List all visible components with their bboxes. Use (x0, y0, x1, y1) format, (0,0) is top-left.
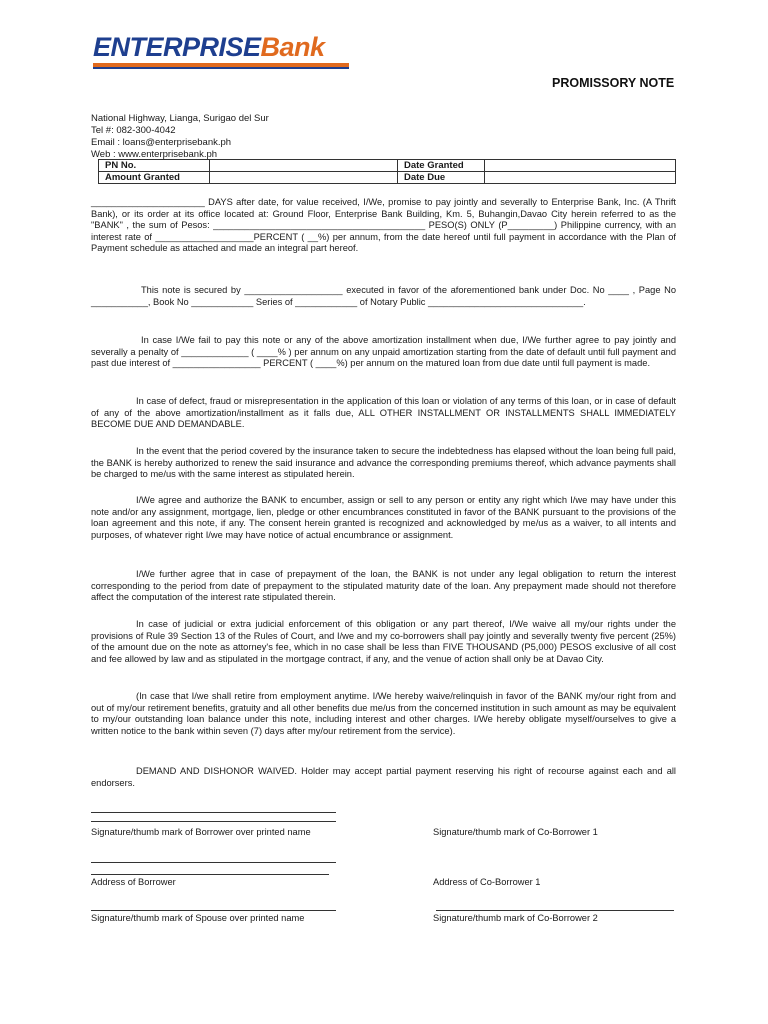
table-row (99, 172, 676, 184)
borrower-address-line-2[interactable] (91, 874, 329, 875)
paragraph-enforcement: In case of judicial or extra judicial enforcement of this obligation or any part thereof, I/We waive all my/our rights under the provisions of Rule 39 Section 13 of the Rules of Court, and I/we and my co-borrowers shall pay jointly and severally twenty five percent (25%) of the amount due on the note as attorney's fee, which in no case shall be less than FIVE THOUSAND (P5,000) PESOS exclusive of all cost and fee allowed by law and as stipulated in the mortgage contract, if any, and the venue of action shall only be at Davao City. (91, 619, 676, 664)
date-due-value[interactable] (485, 172, 676, 184)
co-borrower-2-signature-line[interactable] (436, 910, 674, 911)
document-title: PROMISSORY NOTE (552, 76, 675, 90)
paragraph-retirement: (In case that I/we shall retire from employment anytime. I/We hereby waive/relinquish in favor of the BANK my/our right from and out of my/our retirement benefits, gratuity and all other benefits due me/us from the concerned institution in such amount as may be equivalent to my/our outstanding loan balance under this note, including interest and other charges. I/We hereby obligate myself/ourselves to give a written notice to the bank within seven (7) days after my/our retirement from the service). (91, 691, 676, 736)
logo-underline-blue (93, 67, 349, 69)
borrower-signature-line[interactable] (91, 812, 336, 813)
date-due-label: Date Due (398, 172, 485, 184)
address-of-borrower-label: Address of Borrower (91, 877, 176, 887)
borrower-name-line[interactable] (91, 821, 336, 822)
paragraph-demand-dishonor: DEMAND AND DISHONOR WAIVED. Holder may accept partial payment reserving his right of recourse against each and all endorsers. (91, 766, 676, 788)
amount-granted-value[interactable] (210, 172, 398, 184)
paragraph-insurance: In the event that the period covered by the insurance taken to secure the indebtedness has elapsed without the loan being full paid, the BANK is hereby authorized to renew the said insurance and advance the corresponding premiums thereof, which advance payments shall be charged to me/us with the same interest as stipulated herein. (91, 446, 676, 480)
date-granted-label: Date Granted (398, 160, 485, 172)
co-borrower-2-signature-label: Signature/thumb mark of Co-Borrower 2 (433, 913, 598, 923)
table-row (99, 160, 676, 172)
co-borrower-1-signature-label: Signature/thumb mark of Co-Borrower 1 (433, 827, 598, 837)
amount-granted-label: Amount Granted (99, 172, 210, 184)
address-line: National Highway, Lianga, Surigao del Sur (91, 113, 269, 124)
paragraph-penalty: In case I/We fail to pay this note or any of the above amortization installment when due, I/We further agree to pay jointly and severally a penalty of _____________ ( ____% ) per annum on any unpaid amortization starting from the date of default until full payment and past due interest of _________________ PERCENT ( ____%) per annum on the matured loan from due date until full payment is made. (91, 335, 676, 369)
paragraph-prepayment: I/We further agree that in case of prepayment of the loan, the BANK is not under any legal obligation to return the interest corresponding to the period from date of prepayment to the stipulated maturity date of the loan. Any prepayment made should not therefore affect the computation of the interest rate stipulated therein. (91, 569, 676, 603)
address-of-co-borrower-1-label: Address of Co-Borrower 1 (433, 877, 541, 887)
email-line: Email : loans@enterprisebank.ph (91, 137, 232, 148)
loan-info-table (98, 159, 676, 184)
paragraph-encumbrance: I/We agree and authorize the BANK to encumber, assign or sell to any person or entity any right which I/we may have under this note and/or any assignment, mortgage, lien, pledge or other encumbrances constituted in favor of the BANK pursuant to the provisions of the loan agreement and this note, if any. The consent herein granted is recognized and acknowledged by me/us as a waiver, to all intents and purposes, of whatever right I/we may have notice of actual encumbrance or assignment. (91, 495, 676, 540)
paragraph-security: This note is secured by ___________________ executed in favor of the aforementioned bank under Doc. No ____ , Page No ___________, Book No ____________ Series of ____________ of Notary Public ______________________________. (91, 285, 676, 307)
pn-no-label: PN No. (99, 160, 210, 172)
paragraph-days-after-date: ______________________ DAYS after date, for value received, I/We, promise to pay jointly and severally to Enterprise Bank, Inc. (A Thrift Bank), or its order at its office located at: Ground Floor, Enterprise Bank Building, Km. 5, Buhangin,Davao City herein referred to as the "BANK" , the sum of Pesos: _________________________________________ PESO(S) ONLY (P_________) Philippine currency, with an interest rate of ___________________PERCENT ( __%) per annum, from the date hereof until full payment in accordance with the Plan of Payment schedule as attached and made an integral part hereof. (91, 197, 676, 254)
date-granted-value[interactable] (485, 160, 676, 172)
spouse-signature-line[interactable] (91, 910, 336, 911)
logo-word-enterprise: ENTERPRISE (93, 32, 261, 62)
enterprise-bank-logo (93, 32, 325, 72)
borrower-signature-label: Signature/thumb mark of Borrower over printed name (91, 827, 311, 837)
logo-word-bank: Bank (260, 32, 325, 62)
spouse-signature-label: Signature/thumb mark of Spouse over printed name (91, 913, 305, 923)
web-line: Web : www.enterprisebank.ph (91, 149, 218, 160)
paragraph-default: In case of defect, fraud or misrepresentation in the application of this loan or violation of any terms of this loan, or in case of default of any of the above amortization/installment as it falls due, ALL OTHER INSTALLMENT OR INSTALLMENTS SHALL IMMEDIATELY BECOME DUE AND DEMANDABLE. (91, 396, 676, 430)
phone-line: Tel #: 082-300-4042 (91, 125, 176, 136)
borrower-address-line-1[interactable] (91, 862, 336, 863)
logo-wordmark (93, 32, 325, 62)
pn-no-value[interactable] (210, 160, 398, 172)
